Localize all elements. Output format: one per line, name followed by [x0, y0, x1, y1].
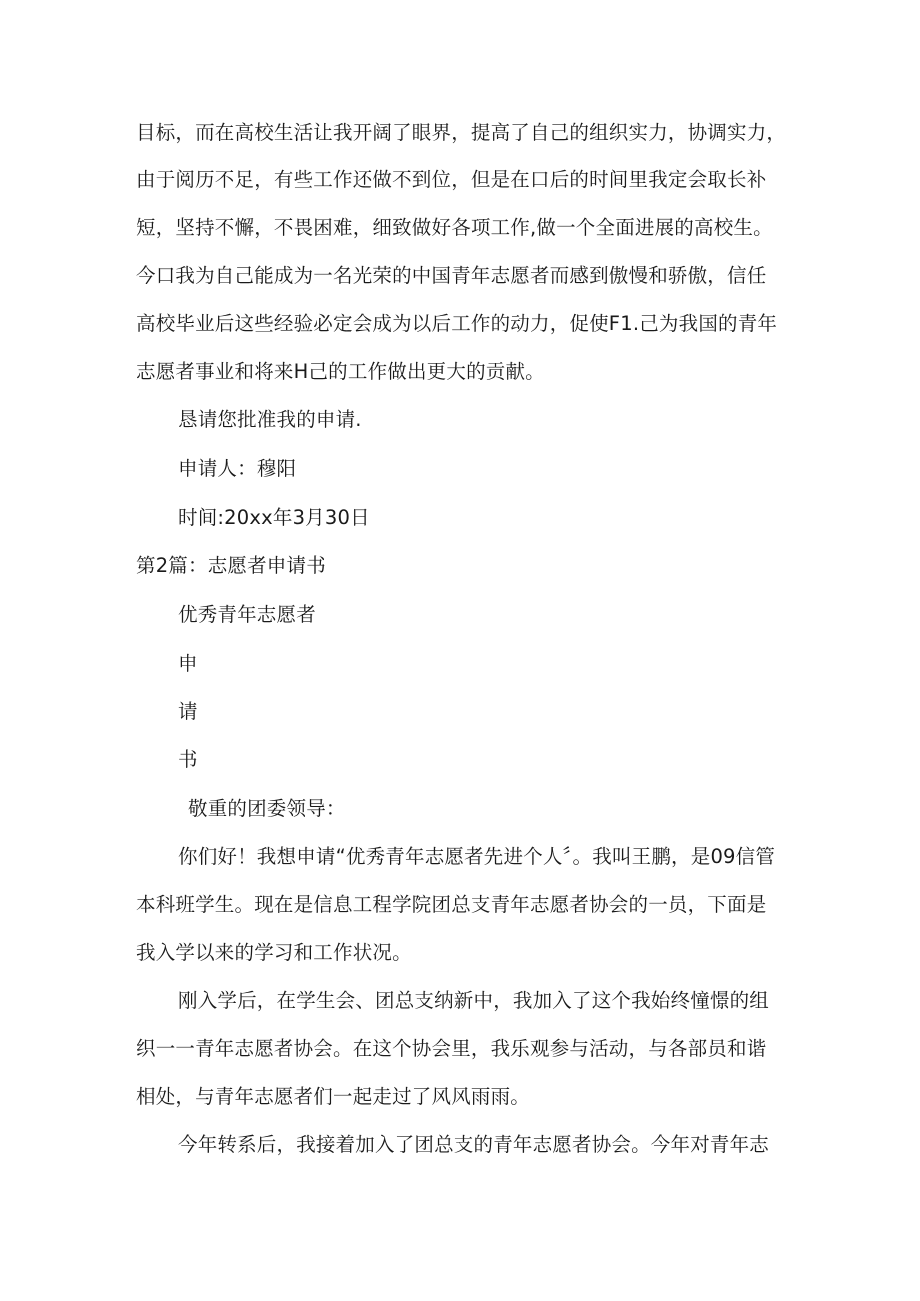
title-char: 书 [178, 748, 198, 771]
salutation: 敬重的团委领导： [188, 797, 346, 820]
paragraph-line: 我入学以来的学习和工作状况。 [136, 941, 412, 964]
paragraph-line: 刚入学后，在学生会、团总支纳新中，我加入了这个我始终憧憬的组 [178, 989, 770, 1012]
paragraph-line: 今年转系后，我接着加入了团总支的青年志愿者协会。今年对青年志 [178, 1133, 770, 1156]
paragraph-line: 你们好！我想申请“优秀青年志愿者先进个人〞。我叫王鹏，是09信管 [178, 845, 776, 868]
paragraph-line: 高校毕业后这些经验必定会成为以后工作的动力，促使F1.己为我国的青年 [136, 312, 778, 335]
paragraph-line: 今口我为自己能成为一名光荣的中国青年志愿者而感到傲慢和骄傲，信任 [136, 264, 767, 287]
section-heading: 第2篇：志愿者申请书 [136, 554, 326, 577]
paragraph-line: 目标，而在高校生活让我开阔了眼界，提高了自己的组织实力，协调实力， [136, 121, 787, 144]
applicant-line: 申请人：穆阳 [178, 457, 297, 480]
document-title: 优秀青年志愿者 [178, 603, 316, 626]
request-line: 恳请您批准我的申请. [178, 408, 362, 431]
paragraph-line: 短，坚持不懈，不畏困难，细致做好各项工作,做一个全面进展的高校生。 [136, 216, 773, 239]
paragraph-line: 本科班学生。现在是信息工程学院团总支青年志愿者协会的一员，下面是 [136, 893, 767, 916]
paragraph-line: 相处，与青年志愿者们一起走过了风风雨雨。 [136, 1085, 531, 1108]
paragraph-line: 志愿者事业和将来H己的工作做出更大的贡献。 [136, 360, 545, 383]
date-line: 时间:20xx年3月30日 [178, 506, 370, 529]
title-char: 申 [178, 652, 198, 675]
title-char: 请 [178, 700, 198, 723]
paragraph-line: 由于阅历不足，有些工作还做不到位，但是在口后的时间里我定会取长补 [136, 168, 767, 191]
paragraph-line: 织一一青年志愿者协会。在这个协会里，我乐观参与活动，与各部员和谐 [136, 1037, 767, 1060]
